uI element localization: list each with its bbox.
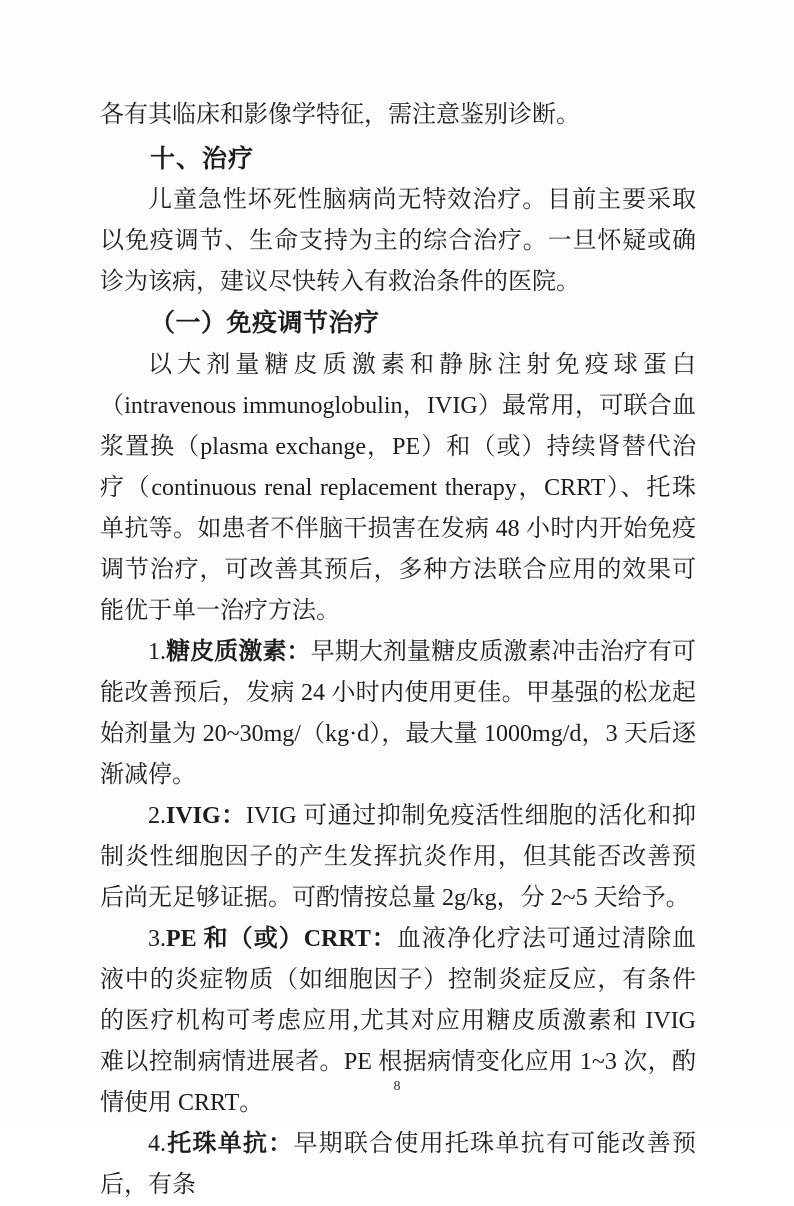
list-item-number: 2. [148, 803, 166, 829]
list-item-glucocorticoid [100, 632, 696, 796]
list-item-text: 血液净化疗法可通过清除血液中的炎症物质（如细胞因子）控制炎症反应，有条件的医疗机构可考虑应用,尤其对应用糖皮质激素和 IVIG 难以控制病情进展者。PE 根据病情变化应用 1~3 次，酌情使用 CRRT。 [100, 926, 697, 1116]
section-heading-treatment: 十、治疗 [150, 145, 255, 173]
list-item-text: 早期联合使用托珠单抗有可能改善预后，有条 [100, 1131, 697, 1198]
list-item-label: IVIG： [166, 803, 246, 829]
list-item-label: 糖皮质激素： [166, 639, 311, 665]
list-item-number: 4. [148, 1131, 166, 1157]
list-item-label: 托珠单抗： [166, 1131, 294, 1157]
page-content [100, 95, 696, 1206]
page-footer [0, 1077, 794, 1095]
subsection-heading-immunomodulation: （一）免疫调节治疗 [150, 310, 380, 337]
list-item-number: 3. [148, 926, 166, 952]
list-item-text: 早期大剂量糖皮质激素冲击治疗有可能改善预后，发病 24 小时内使用更佳。甲基强的松龙起始剂量为 20~30mg/（kg·d），最大量 1000mg/d，3 天后逐渐减停。 [100, 639, 697, 788]
list-item-text: IVIG 可通过抑制免疫活性细胞的活化和抑制炎性细胞因子的产生发挥抗炎作用，但其能否改善预后尚无足够证据。可酌情按总量 2g/kg，分 2~5 天给予。 [100, 803, 696, 911]
body-paragraph-intro: 儿童急性坏死性脑病尚无特效治疗。目前主要采取以免疫调节、生命支持为主的综合治疗。一旦怀疑或确诊为该病，建议尽快转入有救治条件的医院。 [100, 187, 696, 295]
page-number: 8 [393, 1079, 401, 1094]
list-item-number: 1. [148, 639, 166, 665]
list-item-tocilizumab [100, 1124, 696, 1206]
list-item-label: PE 和（或）CRRT： [166, 926, 397, 952]
list-item-ivig [100, 796, 696, 919]
body-paragraph-continuation: 各有其临床和影像学特征，需注意鉴别诊断。 [100, 102, 580, 128]
body-paragraph-immunomodulation: 以大剂量糖皮质激素和静脉注射免疫球蛋白（intravenous immunoglobulin，IVIG）最常用，可联合血浆置换（plasma exchange，PE）和（或）持续肾替代治疗（continuous renal replacement therapy，CRRT）、托珠单抗等。如患者不伴脑干损害在发病 48 小时内开始免疫调节治疗，可改善其预后，多种方法联合应用的效果可能优于单一治疗方法。 [100, 352, 696, 624]
